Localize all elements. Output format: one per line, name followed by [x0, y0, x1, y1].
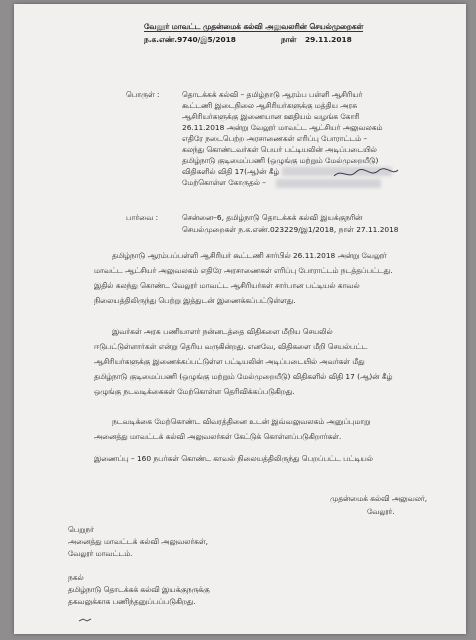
signature-title: முதன்மைக் கல்வி அலுவலர்,: [330, 494, 428, 503]
subject-line: ஆசிரியர்களுக்கு இணையான ஊதியம் வழங்க கோரி: [182, 112, 360, 121]
subject-line: தமிழ்நாடு குடிமைப்பணி (ஒழுங்கு மற்றும் மேல்முறையீடு): [182, 156, 379, 165]
paragraph-line: ஆசிரியர்களுக்கு இணைக்கப்பட்டுள்ள பட்டியலின் அடிப்படையில் அவர்கள் மீது: [94, 357, 365, 366]
paragraph-line: மாவட்ட ஆட்சியர் அலுவலகம் எதிரே அரசாணைகள் எரிப்பு போராட்டம் நடத்தப்பட்டது.: [94, 266, 393, 275]
paragraph-line: நடவடிக்கை மேற்கொண்ட விவரத்தினை உடன் இவ்வலுவலகம் அனுப்புமாறு: [112, 417, 371, 426]
copy-line: தமிழ்நாடு தொடக்கக் கல்வி இயக்குநருக்கு: [68, 585, 210, 594]
enclosure-note: இணைப்பு – 160 நபர்கள் கொண்ட காவல் நிலையத்திலிருந்து பெறப்பட்ட பட்டியல்: [94, 454, 373, 463]
paragraph-line: தமிழ்நாடு குடிமைப்பணி (ஒழுங்கு மற்றும் மேல்முறையீடு) விதிகளில் விதி 17 (ஆ)ன் கீழ்: [94, 372, 393, 381]
reference-number: ந.க.எண்.9740/இ5/2018: [144, 35, 236, 44]
subject-line: விதிகளில் விதி 17(ஆ)ன் கீழ்: [182, 167, 280, 176]
paragraph-line: அனைத்து மாவட்டக் கல்வி அலுவலர்கள் கேட்டுக் கொள்ளப்படுகிறார்கள்.: [94, 432, 342, 441]
reference-line: செயல்முறைகள் ந.க.எண்.023229/இ1/2018, நாள் 27.11.2018: [182, 225, 399, 234]
copy-line: தகவலுக்காக பணிந்தனுப்பப்படுகிறது.: [68, 597, 196, 606]
paragraph-line: தமிழ்நாடு ஆரம்பப்பள்ளி ஆசிரியர் கூட்டணி சார்பில் 26.11.2018 அன்று வேலூர்: [112, 251, 387, 260]
paragraph-line: ஒழுங்கு நடவடிக்கைகள் மேற்கொள்ள தெரிவிக்கப்படுகிறது.: [94, 387, 295, 396]
signature-place: வேலூர்.: [367, 507, 395, 516]
subject-label: பொருள் :: [126, 90, 160, 99]
subject-line: தொடக்கக் கல்வி – தமிழ்நாடு ஆரம்ப பள்ளி ஆசிரியர்: [182, 90, 363, 99]
body-paragraph: [94, 248, 393, 308]
subject-line: கூட்டணி இடைநிலை ஆசிரியர்களுக்கு மத்திய அரசு: [182, 101, 358, 110]
recipient-line: வேலூர் மாவட்டம்.: [68, 549, 133, 558]
reference-label: பார்வை :: [126, 213, 159, 222]
body-paragraph: [94, 414, 370, 444]
office-heading: வேலூர் மாவட்ட முதன்மைக் கல்வி அலுவலரின் செயல்முறைகள்: [144, 22, 364, 31]
subject-line: 26.11.2018 அன்று வேலூர் மாவட்ட ஆட்சியர் அலுவலகம்: [182, 123, 383, 132]
paragraph-line: இதில் கலந்து கொண்ட வேலூர் மாவட்ட ஆசிரியர்கள் சார்பான பட்டியல் காவல்: [94, 281, 360, 290]
letter-page: [14, 4, 466, 634]
reference-line: சென்னை–6, தமிழ்நாடு தொடக்கக் கல்வி இயக்குநரின்: [182, 213, 363, 222]
paragraph-line: இவர்கள் அரசு பணியாளர் நன்னடத்தை விதிகளை மீறிய செயலில்: [112, 327, 333, 336]
recipient-line: அனைத்து மாவட்டக் கல்வி அலுவலர்கள்,: [68, 537, 208, 546]
body-paragraph: [94, 324, 393, 399]
recipient-label: பெறுநர்: [68, 525, 95, 534]
paragraph-line: நிலையத்திலிருந்து பெற்று இத்துடன் இணைக்கப்பட்டுள்ளது.: [94, 296, 296, 305]
subject-line: எதிரே நடைபெற்ற அரசாணைகள் எரிப்பு போராட்டம் –: [182, 134, 368, 143]
handwritten-mark: [332, 166, 402, 182]
copy-label: நகல்: [68, 573, 84, 582]
ink-mark: [78, 616, 92, 624]
date-label: நாள்: [281, 35, 297, 44]
subject-line: கலந்து கொண்டவர்கள் பெயர் பட்டியலின் அடிப்படையில்: [182, 145, 377, 154]
header-date: 29.11.2018: [305, 35, 352, 44]
paragraph-line: ஈடுபட்டுள்ளார்கள் என்று தெரிய வருகின்றது. எனவே, விதிகளை மீறி செயல்பட்ட: [94, 342, 368, 351]
subject-line: மேற்கொள்ள கோருதல் –: [182, 178, 266, 187]
